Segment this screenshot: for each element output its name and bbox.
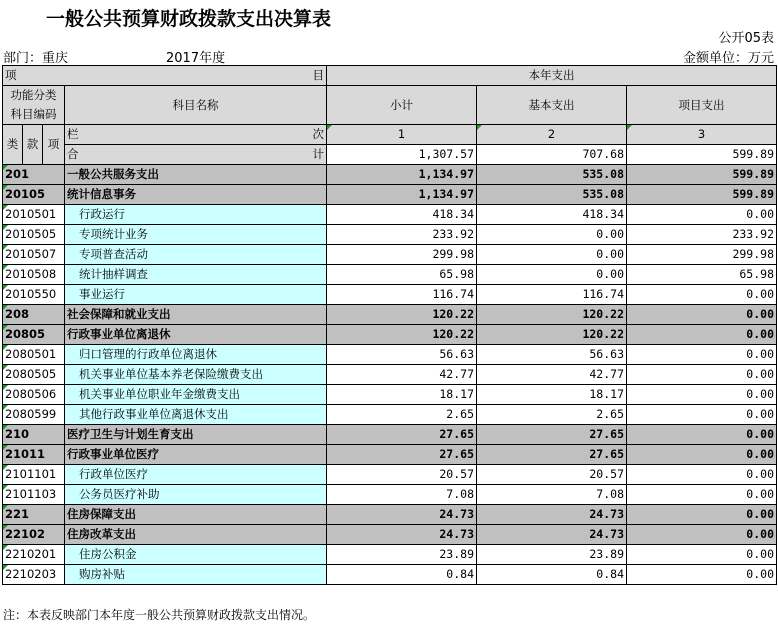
table-row [3,565,777,585]
row-subject-name: 行政事业单位医疗 [65,445,327,465]
table-row [3,205,777,225]
row-project: 299.98 [627,245,777,265]
row-project: 0.00 [627,345,777,365]
row-basic: 0.84 [477,565,627,585]
table-row [3,425,777,445]
header-he: 合 [67,147,79,161]
row-subject-name: 专项统计业务 [65,225,327,245]
row-subtotal: 0.84 [327,565,477,585]
row-code: 210 [3,425,65,445]
table-row [3,545,777,565]
row-subtotal: 1,134.97 [327,165,477,185]
row-code: 2101103 [3,485,65,505]
header-basic: 基本支出 [477,86,627,125]
row-project: 0.00 [627,365,777,385]
row-subtotal: 120.22 [327,325,477,345]
row-subject-name: 一般公共服务支出 [65,165,327,185]
row-subject-name: 专项普查活动 [65,245,327,265]
row-code: 2101101 [3,465,65,485]
row-subject-name: 行政单位医疗 [65,465,327,485]
row-basic: 18.17 [477,385,627,405]
table-row [3,445,777,465]
table-row [3,485,777,505]
form-number: 公开05表 [718,31,774,46]
row-subject-name: 住房改革支出 [65,525,327,545]
row-subtotal: 20.57 [327,465,477,485]
row-code: 201 [3,165,65,185]
row-subject-name: 统计信息事务 [65,185,327,205]
amount-unit-label: 金额单位：万元 [682,51,774,66]
row-subject-name: 社会保障和就业支出 [65,305,327,325]
table-row [3,325,777,345]
row-subject-name: 归口管理的行政单位离退休 [65,345,327,365]
header-ji: 计 [312,147,324,161]
row-code: 2210201 [3,545,65,565]
row-subtotal: 42.77 [327,365,477,385]
table-row [3,245,777,265]
row-code: 2010550 [3,285,65,305]
row-code: 2080506 [3,385,65,405]
header-lei: 类 [3,125,23,165]
row-basic: 20.57 [477,465,627,485]
row-subtotal: 418.34 [327,205,477,225]
row-code: 208 [3,305,65,325]
row-subject-name: 统计抽样调查 [65,265,327,285]
row-basic: 0.00 [477,245,627,265]
row-basic: 27.65 [477,445,627,465]
total-subtotal: 1,307.57 [327,145,477,165]
header-xiangmu-cell [3,66,327,86]
row-subtotal: 56.63 [327,345,477,365]
row-code: 22102 [3,525,65,545]
row-basic: 7.08 [477,485,627,505]
row-project: 0.00 [627,525,777,545]
header-function-code: 功能分类 科目编码 [3,86,65,125]
row-code: 2210203 [3,565,65,585]
header-xiang2: 项 [43,125,65,165]
row-project: 0.00 [627,425,777,445]
header-lanci-cell [65,125,327,145]
row-subtotal: 23.89 [327,545,477,565]
row-subtotal: 65.98 [327,265,477,285]
row-subject-name: 行政事业单位离退休 [65,325,327,345]
row-subtotal: 1,134.97 [327,185,477,205]
row-subject-name: 机关事业单位基本养老保险缴费支出 [65,365,327,385]
department-label: 部门：重庆 [3,51,69,66]
row-project: 0.00 [627,325,777,345]
row-subtotal: 233.92 [327,225,477,245]
row-subject-name: 购房补贴 [65,565,327,585]
row-subject-name: 住房保障支出 [65,505,327,525]
row-subtotal: 120.22 [327,305,477,325]
row-project: 233.92 [627,225,777,245]
row-code: 221 [3,505,65,525]
header-mu: 目 [312,68,324,82]
header-subject-name: 科目名称 [65,86,327,125]
row-subtotal: 7.08 [327,485,477,505]
table-row [3,465,777,485]
row-project: 0.00 [627,405,777,425]
header-col-1: 1 [327,125,477,145]
table-row [3,305,777,325]
row-subtotal: 18.17 [327,385,477,405]
row-code: 2010507 [3,245,65,265]
row-subtotal: 116.74 [327,285,477,305]
table-row [3,525,777,545]
table-row [3,265,777,285]
row-subtotal: 24.73 [327,525,477,545]
header-lan: 栏 [67,127,79,141]
row-basic: 0.00 [477,225,627,245]
row-subtotal: 27.65 [327,425,477,445]
row-subject-name: 医疗卫生与计划生育支出 [65,425,327,445]
footnote: 注：本表反映部门本年度一般公共预算财政拨款支出情况。 [3,608,316,622]
row-subject-name: 行政运行 [65,205,327,225]
row-subtotal: 27.65 [327,445,477,465]
header-project: 项目支出 [627,86,777,125]
row-basic: 535.08 [477,165,627,185]
row-subject-name: 公务员医疗补助 [65,485,327,505]
table-row [3,165,777,185]
table-row [3,285,777,305]
row-subtotal: 24.73 [327,505,477,525]
row-code: 2080501 [3,345,65,365]
row-project: 0.00 [627,205,777,225]
row-subject-name: 事业运行 [65,285,327,305]
row-project: 599.89 [627,165,777,185]
row-code: 20105 [3,185,65,205]
row-basic: 2.65 [477,405,627,425]
row-project: 0.00 [627,385,777,405]
row-project: 0.00 [627,505,777,525]
row-project: 0.00 [627,565,777,585]
row-subject-name: 其他行政事业单位离退休支出 [65,405,327,425]
row-basic: 24.73 [477,525,627,545]
row-subtotal: 2.65 [327,405,477,425]
header-current-year: 本年支出 [327,66,777,86]
row-project: 0.00 [627,485,777,505]
row-basic: 418.34 [477,205,627,225]
row-subject-name: 住房公积金 [65,545,327,565]
table-row [3,405,777,425]
row-basic: 23.89 [477,545,627,565]
row-subject-name: 机关事业单位职业年金缴费支出 [65,385,327,405]
row-basic: 535.08 [477,185,627,205]
row-project: 0.00 [627,445,777,465]
row-code: 2080599 [3,405,65,425]
row-subtotal: 299.98 [327,245,477,265]
table-row [3,505,777,525]
row-basic: 24.73 [477,505,627,525]
row-basic: 120.22 [477,325,627,345]
row-project: 0.00 [627,465,777,485]
expenditure-table [2,65,777,585]
header-heji-cell [65,145,327,165]
row-code: 2010501 [3,205,65,225]
header-col-3: 3 [627,125,777,145]
table-row [3,225,777,245]
row-code: 2010508 [3,265,65,285]
header-xiang: 项 [5,68,17,82]
total-project: 599.89 [627,145,777,165]
row-basic: 27.65 [477,425,627,445]
header-kuan: 款 [23,125,43,165]
row-basic: 0.00 [477,265,627,285]
row-code: 2080505 [3,365,65,385]
row-project: 0.00 [627,545,777,565]
total-basic: 707.68 [477,145,627,165]
row-code: 21011 [3,445,65,465]
row-project: 599.89 [627,185,777,205]
table-row [3,385,777,405]
table-row [3,185,777,205]
row-basic: 120.22 [477,305,627,325]
header-col-2: 2 [477,125,627,145]
row-basic: 56.63 [477,345,627,365]
table-row [3,365,777,385]
row-code: 2010505 [3,225,65,245]
year-label: 2017年度 [166,51,226,66]
row-basic: 42.77 [477,365,627,385]
row-project: 0.00 [627,305,777,325]
row-code: 20805 [3,325,65,345]
header-ci: 次 [312,127,324,141]
row-project: 65.98 [627,265,777,285]
row-project: 0.00 [627,285,777,305]
row-basic: 116.74 [477,285,627,305]
report-title: 一般公共预算财政拨款支出决算表 [46,8,332,30]
table-row [3,345,777,365]
header-subtotal: 小计 [327,86,477,125]
